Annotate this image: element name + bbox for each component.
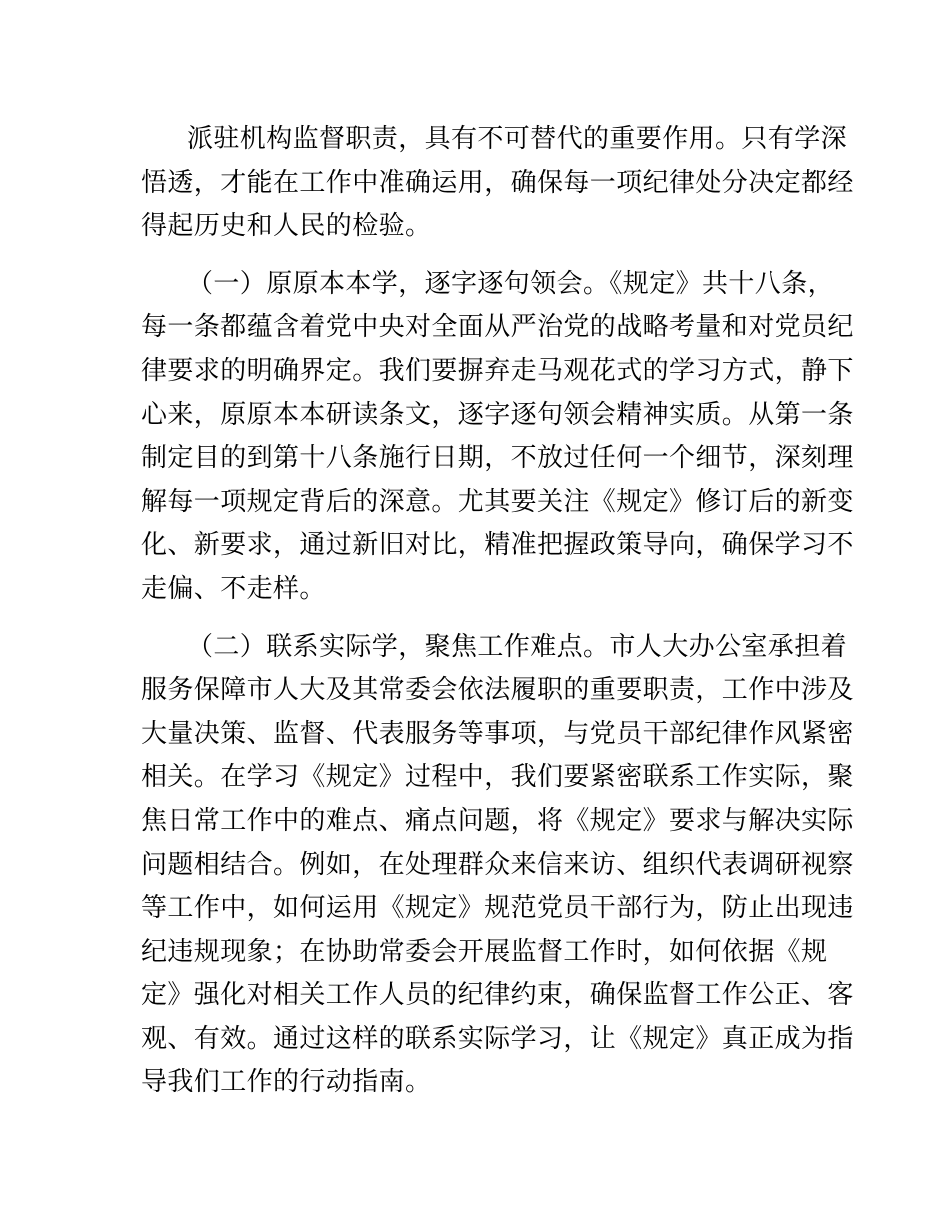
text-line: 律要求的明确界定。我们要摒弃走马观花式的学习方式，静下: [141, 355, 854, 386]
section-heading-line: （二）联系实际学，聚焦工作难点。市人大办公室承担着: [187, 631, 848, 662]
text-line: 焦日常工作中的难点、痛点问题，将《规定》要求与解决实际: [141, 805, 854, 836]
text-line: 纪违规现象；在协助常委会开展监督工作时，如何依据《规: [141, 936, 828, 967]
text-line: 每一条都蕴含着党中央对全面从严治党的战略考量和对党员纪: [141, 312, 854, 343]
text-line: 走偏、不走样。: [141, 573, 326, 604]
text-line: 制定目的到第十八条施行日期，不放过任何一个细节，深刻理: [141, 443, 854, 474]
text-line: 服务保障市人大及其常委会依法履职的重要职责，工作中涉及: [141, 675, 854, 706]
text-line: 大量决策、监督、代表服务等事项，与党员干部纪律作风紧密: [141, 718, 854, 749]
paragraph-2: [141, 263, 854, 612]
text-line: 导我们工作的行动指南。: [141, 1067, 432, 1098]
text-line: 定》强化对相关工作人员的纪律约束，确保监督工作公正、客: [141, 980, 854, 1011]
text-line: 解每一项规定背后的深意。尤其要关注《规定》修订后的新变: [141, 486, 854, 517]
text-line: 观、有效。通过这样的联系实际学习，让《规定》真正成为指: [141, 1023, 854, 1054]
text-line: 得起历史和人民的检验。: [141, 211, 432, 242]
paragraph-3: [141, 626, 854, 1106]
section-heading-line: （一）原原本本学，逐字逐句领会。《规定》共十八条，: [187, 268, 835, 299]
text-line: 相关。在学习《规定》过程中，我们要紧密联系工作实际，聚: [141, 762, 854, 793]
text-line: 问题相结合。例如，在处理群众来信来访、组织代表调研视察: [141, 849, 854, 880]
text-line: 悟透，才能在工作中准确运用，确保每一项纪律处分决定都经: [141, 167, 854, 198]
paragraph-1: [141, 118, 854, 249]
text-line: 心来，原原本本研读条文，逐字逐句领会精神实质。从第一条: [141, 399, 854, 430]
text-line: 派驻机构监督职责，具有不可替代的重要作用。只有学深: [187, 124, 848, 154]
document-body: [141, 118, 854, 1105]
text-line: 等工作中，如何运用《规定》规范党员干部行为，防止出现违: [141, 893, 854, 924]
text-line: 化、新要求，通过新旧对比，精准把握政策导向，确保学习不: [141, 530, 854, 561]
